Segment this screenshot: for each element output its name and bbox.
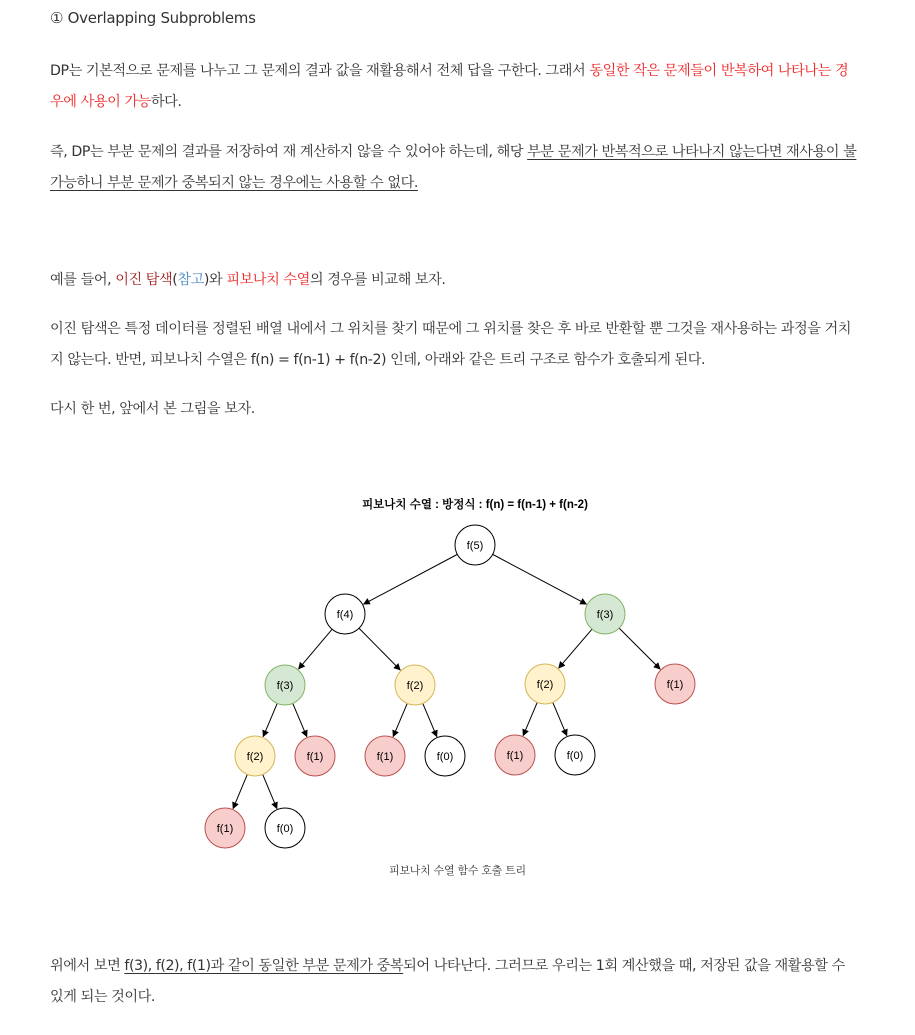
tree-edge-n4-n2a bbox=[359, 628, 400, 670]
paragraph-see-figure: 다시 한 번, 앞에서 본 그림을 보자. bbox=[50, 401, 255, 417]
tree-edge-n3r-n1a bbox=[619, 628, 660, 669]
underlined-f3: f(3) bbox=[124, 958, 148, 974]
underlined-f1: f(1) bbox=[187, 958, 211, 974]
node-label: f(2) bbox=[536, 679, 554, 691]
tree-edge-n2a-n0a bbox=[423, 703, 437, 736]
tree-edge-n2a-n1c bbox=[393, 703, 407, 736]
node-label: f(0) bbox=[436, 751, 454, 763]
node-label: f(1) bbox=[306, 751, 324, 763]
tree-edge-n3r-n2b bbox=[559, 629, 592, 668]
tree-node-n0c bbox=[265, 808, 305, 848]
tree-edge-n3l-n2c bbox=[263, 703, 277, 736]
tree-node-n1d bbox=[495, 735, 535, 775]
tree-node-n1e bbox=[205, 808, 245, 848]
tree-edge-n2c-n0c bbox=[263, 774, 277, 808]
tree-node-n4 bbox=[325, 594, 365, 634]
fibonacci-tree-diagram bbox=[190, 485, 710, 860]
paragraph-conclusion bbox=[50, 951, 860, 1013]
text: 예를 들어, bbox=[50, 272, 116, 288]
underlined-text: 부분 문제가 반복적으로 나타나지 않는다면 재사용이 불가능하니 부분 문제가 중복되지 않는 경우에는 사용할 수 없다. bbox=[50, 144, 857, 191]
tree-node-n3l bbox=[265, 665, 305, 705]
tree-edge-n5-n4 bbox=[364, 554, 458, 604]
node-label: f(1) bbox=[506, 750, 524, 762]
section-heading: ① Overlapping Subproblems bbox=[50, 9, 256, 27]
text: 즉, DP는 부분 문제의 결과를 저장하여 재 계산하지 않을 수 있어야 하는데, 해당 bbox=[50, 144, 528, 160]
tree-edge-n4-n3l bbox=[299, 629, 333, 669]
tree-node-n1a bbox=[655, 664, 695, 704]
tree-node-n2b bbox=[525, 664, 565, 704]
binary-search-text: 이진 탐색 bbox=[115, 272, 173, 288]
paragraph-binary-vs-fib: 이진 탐색은 특정 데이터를 정렬된 배열 내에서 그 위치를 찾기 때문에 그 위치를 찾은 후 바로 반환할 뿐 그것을 재사용하는 과정을 거치지 않는다. 반면, 피보나치 수열은 f(n) = f(n-1) + f(n-2) 인데, 아래와 같은 트리 구조로 함수가 호출되게 된다. bbox=[50, 321, 852, 368]
text: ) bbox=[203, 272, 209, 288]
node-label: f(2) bbox=[246, 751, 264, 763]
text: 와 bbox=[209, 272, 227, 288]
node-label: f(1) bbox=[376, 751, 394, 763]
tree-node-n1c bbox=[365, 736, 405, 776]
tree-node-n0b bbox=[555, 735, 595, 775]
fibonacci-tree-figure bbox=[190, 485, 710, 885]
tree-edge-n2b-n1d bbox=[523, 702, 537, 735]
tree-node-n1b bbox=[295, 736, 335, 776]
node-label: f(4) bbox=[336, 609, 354, 621]
tree-node-n2a bbox=[395, 665, 435, 705]
node-label: f(3) bbox=[596, 609, 614, 621]
underlined-text: 과 같이 동일한 부분 문제가 중복 bbox=[210, 958, 404, 974]
text: ( bbox=[172, 272, 178, 288]
reference-link[interactable]: 참고 bbox=[177, 272, 204, 288]
tree-node-n3r bbox=[585, 594, 625, 634]
node-label: f(2) bbox=[406, 680, 424, 692]
node-label: f(3) bbox=[276, 680, 294, 692]
node-label: f(0) bbox=[276, 823, 294, 835]
tree-edge-n5-n3r bbox=[493, 554, 587, 604]
node-label: f(0) bbox=[566, 750, 584, 762]
underlined-comma: , bbox=[147, 958, 156, 974]
text: 하다. bbox=[150, 94, 182, 110]
node-label: f(1) bbox=[216, 823, 234, 835]
tree-node-n2c bbox=[235, 736, 275, 776]
text: DP는 기본적으로 문제를 나누고 그 문제의 결과 값을 재활용해서 전체 답을 구한다. 그래서 bbox=[50, 63, 590, 79]
tree-edge-n3l-n1b bbox=[293, 703, 307, 736]
tree-edge-n2b-n0b bbox=[553, 702, 567, 735]
tree-node-n0a bbox=[425, 736, 465, 776]
fibonacci-text: 피보나치 수열 bbox=[226, 272, 310, 288]
paragraph-dp-intro bbox=[50, 56, 860, 118]
text: 되어 나타난다. 그러므로 우리는 1회 계산했을 때, 저장된 값을 재활용할 수 있게 되는 것이다. bbox=[50, 958, 845, 1005]
paragraph-example bbox=[50, 265, 860, 296]
text: 위에서 보면 bbox=[50, 958, 125, 974]
node-label: f(1) bbox=[666, 679, 684, 691]
tree-node-n5 bbox=[455, 525, 495, 565]
node-label: f(5) bbox=[466, 540, 484, 552]
tree-nodes bbox=[205, 525, 695, 848]
underlined-f2: f(2) bbox=[155, 958, 180, 974]
highlight-text: 동일한 작은 문제들이 반복하여 나타나는 경우에 사용이 가능 bbox=[50, 63, 849, 110]
figure-title: 피보나치 수열 : 방정식 : f(n) = f(n-1) + f(n-2) bbox=[362, 499, 588, 511]
figure-caption: 피보나치 수열 함수 호출 트리 bbox=[389, 864, 526, 877]
tree-edge-n2c-n1e bbox=[233, 774, 247, 808]
paragraph-dp-reuse bbox=[50, 137, 860, 199]
underlined-comma: , bbox=[179, 958, 188, 974]
text: 의 경우를 비교해 보자. bbox=[309, 272, 446, 288]
